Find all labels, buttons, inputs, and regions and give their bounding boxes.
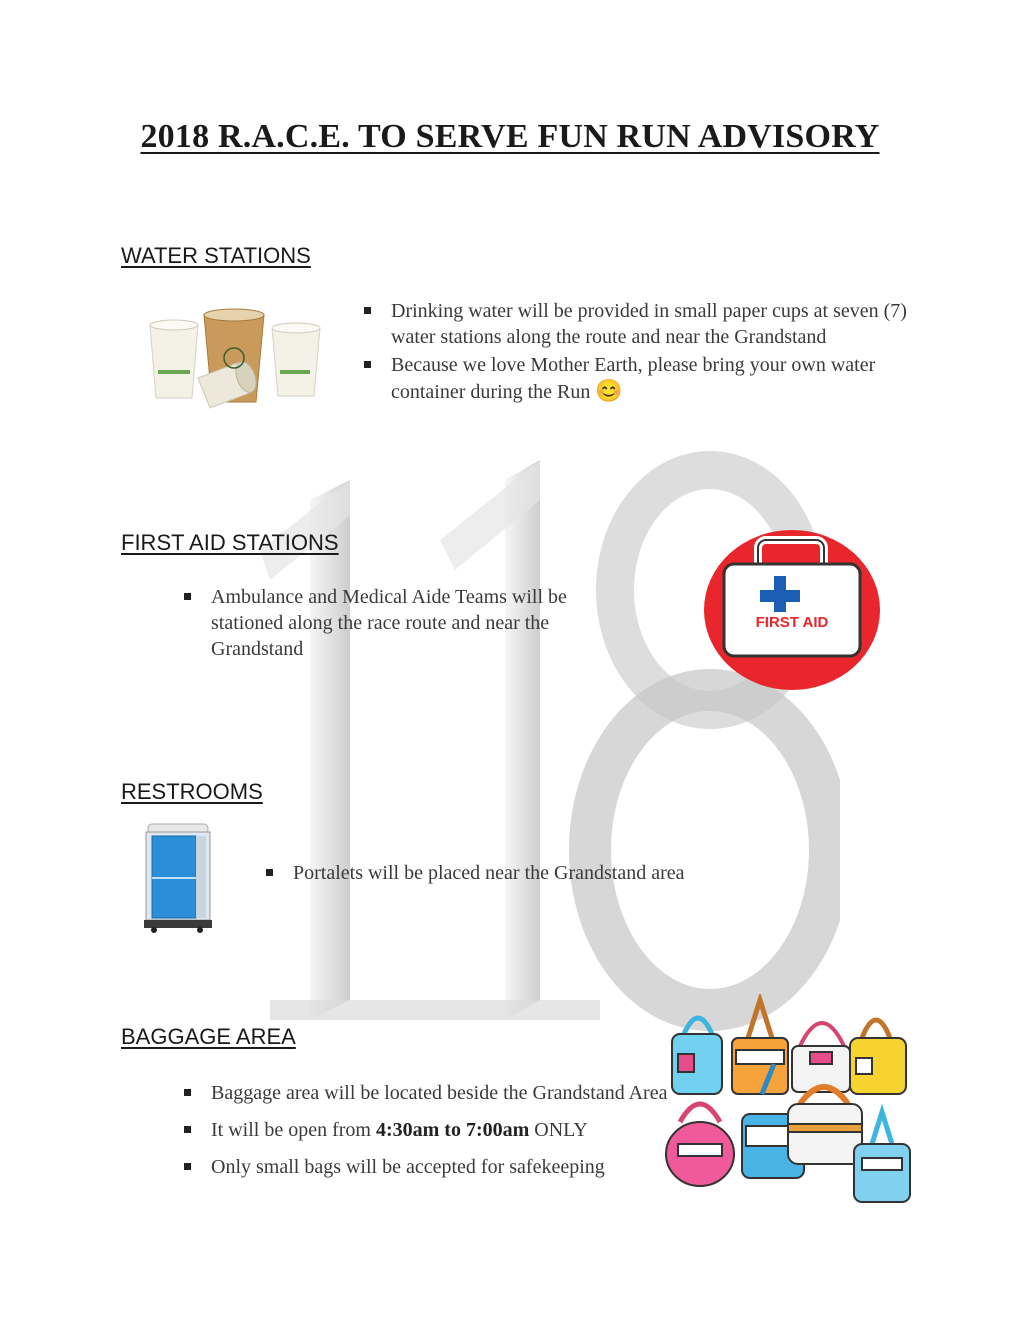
list-item [182, 1117, 802, 1143]
first-aid-stations-heading: FIRST AID STATIONS [121, 530, 339, 555]
water-stations-heading: WATER STATIONS [121, 243, 311, 268]
water-stations-list [362, 298, 922, 405]
paper-cups-image [140, 300, 335, 412]
list-item [362, 352, 922, 405]
baggage-area-heading: BAGGAGE AREA [121, 1024, 296, 1049]
list-item: Baggage area will be located beside the Grandstand Area [182, 1080, 802, 1106]
list-item: Ambulance and Medical Aide Teams will be stationed along the race route and near the Grandstand [182, 584, 622, 662]
restrooms-list [264, 860, 784, 886]
first-aid-kit-label: FIRST AID [755, 614, 829, 631]
page-title: 2018 R.A.C.E. TO SERVE FUN RUN ADVISORY [140, 118, 880, 155]
open-hours: 4:30am to 7:00am [375, 1119, 530, 1141]
baggage-area-list [182, 1080, 802, 1180]
list-item: Portalets will be placed near the Grandstand area [264, 860, 784, 886]
restrooms-heading: RESTROOMS [121, 779, 263, 804]
list-item: Only small bags will be accepted for safekeeping [182, 1154, 802, 1180]
portalet-image [140, 822, 214, 934]
smiley-emoji: 😊 [595, 378, 623, 403]
bullet-text: It will be open from [211, 1119, 376, 1141]
first-aid-list [182, 584, 622, 662]
bullet-text: Because we love Mother Earth, please bring your own water container during the Run [391, 354, 876, 403]
list-item: Drinking water will be provided in small paper cups at seven (7) water stations along the route and near the Grandstand [362, 298, 922, 350]
first-aid-kit-image [704, 530, 880, 690]
bullet-text: ONLY [529, 1119, 588, 1141]
